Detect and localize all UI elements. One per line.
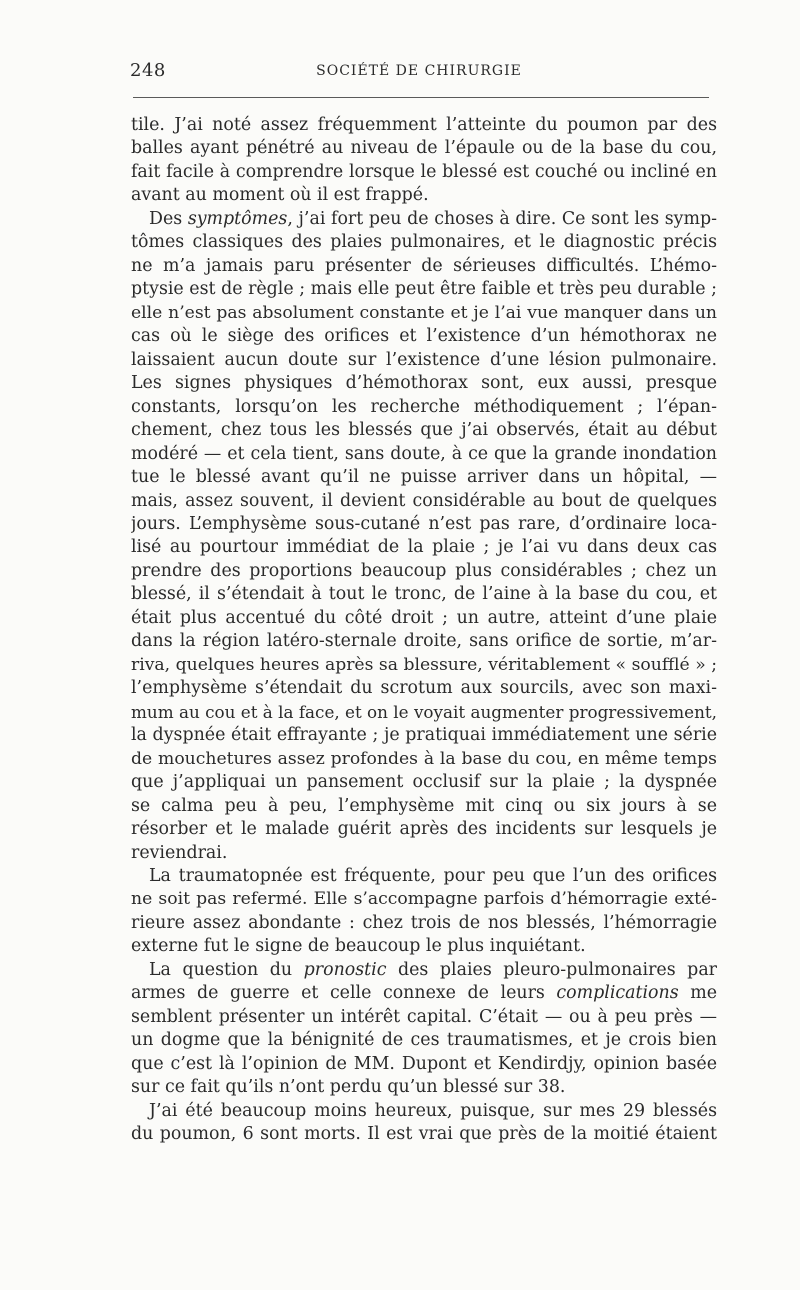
- text-line: lisé au pourtour immédiat de la plaie ; je l’ai vu dans deux cas: [131, 537, 717, 558]
- text-line: que j’appliquai un pansement occlusif sur la plaie ; la dyspnée: [131, 772, 717, 793]
- text-line: semblent présenter un intérêt capital. C’était — ou à peu près —: [131, 1006, 717, 1027]
- text-segment: me: [678, 983, 717, 1004]
- text-line: reviendrai.: [131, 842, 228, 863]
- text-line: ne soit pas refermé. Elle s’accompagne parfois d’hémorragie exté-: [131, 889, 717, 910]
- text-segment: Des: [149, 208, 188, 229]
- text-line: que c’est là l’opinion de MM. Dupont et Kendirdjy, opinion basée: [131, 1053, 717, 1074]
- text-line: riva, quelques heures après sa blessure, véritablement « soufflé » ;: [131, 654, 717, 675]
- text-line: un dogme que la bénignité de ces traumatismes, et je crois bien: [131, 1030, 717, 1051]
- running-head: SOCIÉTÉ DE CHIRURGIE: [316, 63, 522, 79]
- text-line: rieure assez abondante : chez trois de nos blessés, l’hémorragie: [131, 912, 717, 933]
- text-line: tômes classiques des plaies pulmonaires, et le diagnostic précis: [131, 232, 717, 253]
- text-line: de mouchetures assez profondes à la base du cou, en même temps: [131, 748, 717, 769]
- text-segment: des plaies pleuro-pulmonaires par: [386, 959, 717, 980]
- emphasis-text: pronostic: [303, 959, 387, 980]
- text-line: dans la région latéro-sternale droite, sans orifice de sortie, m’ar-: [131, 631, 717, 652]
- text-line: balles ayant pénétré au niveau de l’épaule ou de la base du cou,: [131, 138, 717, 159]
- text-line: prendre des proportions beaucoup plus considérables ; chez un: [131, 560, 717, 581]
- text-line: [131, 959, 717, 982]
- text-line: était plus accentué du côté droit ; un autre, atteint d’une plaie: [131, 607, 717, 628]
- text-line: La traumatopnée est fréquente, pour peu que l’un des orifices: [149, 866, 717, 886]
- text-line: Les signes physiques d’hémothorax sont, eux aussi, presque: [131, 373, 717, 394]
- text-line: [131, 982, 717, 1005]
- text-line: sur ce fait qu’ils n’ont perdu qu’un blessé sur 38.: [131, 1077, 566, 1098]
- text-segment: La question du: [149, 959, 304, 980]
- text-line: se calma peu à peu, l’emphysème mit cinq ou six jours à se: [131, 795, 717, 816]
- page-number: 248: [130, 60, 166, 81]
- text-line: jours. L’emphysème sous-cutané n’est pas rare, d’ordinaire loca-: [131, 513, 717, 534]
- body-text: [131, 114, 717, 1147]
- text-line: tile. J’ai noté assez fréquemment l’atteinte du poumon par des: [131, 115, 717, 135]
- text-line: avant au moment où il est frappé.: [131, 185, 429, 206]
- text-line: laissaient aucun doute sur l’existence d’une lésion pulmonaire.: [131, 349, 717, 370]
- text-line: modéré — et cela tient, sans doute, à ce que la grande inondation: [131, 443, 717, 464]
- text-line: cas où le siège des orifices et l’existence d’un hémothorax ne: [131, 326, 717, 347]
- text-line: externe fut le signe de beaucoup le plus inquiétant.: [131, 936, 586, 957]
- text-line: mais, assez souvent, il devient considérable au bout de quelques: [131, 490, 717, 511]
- text-line: mum au cou et à la face, et on le voyait augmenter progressivement,: [131, 701, 717, 722]
- text-line: la dyspnée était effrayante ; je pratiquai immédiatement une série: [131, 725, 717, 746]
- text-line: J’ai été beaucoup moins heureux, puisque, sur mes 29 blessés: [149, 1100, 717, 1121]
- text-line: constants, lorsqu’on les recherche méthodiquement ; l’épan-: [131, 396, 717, 417]
- emphasis-text: symptômes: [187, 208, 288, 229]
- header-rule: [133, 97, 709, 98]
- text-line: blessé, il s’étendait à tout le tronc, de l’aine à la base du cou, et: [131, 584, 717, 605]
- emphasis-text: complications: [556, 983, 679, 1004]
- text-line: l’emphysème s’étendait du scrotum aux sourcils, avec son maxi-: [131, 678, 717, 699]
- text-line: résorber et le malade guérit après des incidents sur lesquels je: [131, 819, 717, 840]
- text-line: [131, 208, 717, 231]
- text-line: elle n’est pas absolument constante et je l’ai vue manquer dans un: [131, 302, 717, 323]
- text-line: ptysie est de règle ; mais elle peut être faible et très peu durable ;: [131, 279, 717, 300]
- page-header: [130, 58, 708, 88]
- text-segment: armes de guerre et celle connexe de leurs: [131, 983, 557, 1004]
- text-line: ne m’a jamais paru présenter de sérieuses difficultés. L’hémo-: [131, 255, 717, 276]
- text-segment: , j’ai fort peu de choses à dire. Ce sont les symp-: [287, 208, 717, 229]
- text-line: chement, chez tous les blessés que j’ai observés, était au début: [131, 420, 717, 441]
- text-line: tue le blessé avant qu’il ne puisse arriver dans un hôpital, —: [131, 467, 717, 488]
- text-line: fait facile à comprendre lorsque le blessé est couché ou incliné en: [131, 161, 717, 182]
- text-line: du poumon, 6 sont morts. Il est vrai que près de la moitié étaient: [131, 1124, 717, 1145]
